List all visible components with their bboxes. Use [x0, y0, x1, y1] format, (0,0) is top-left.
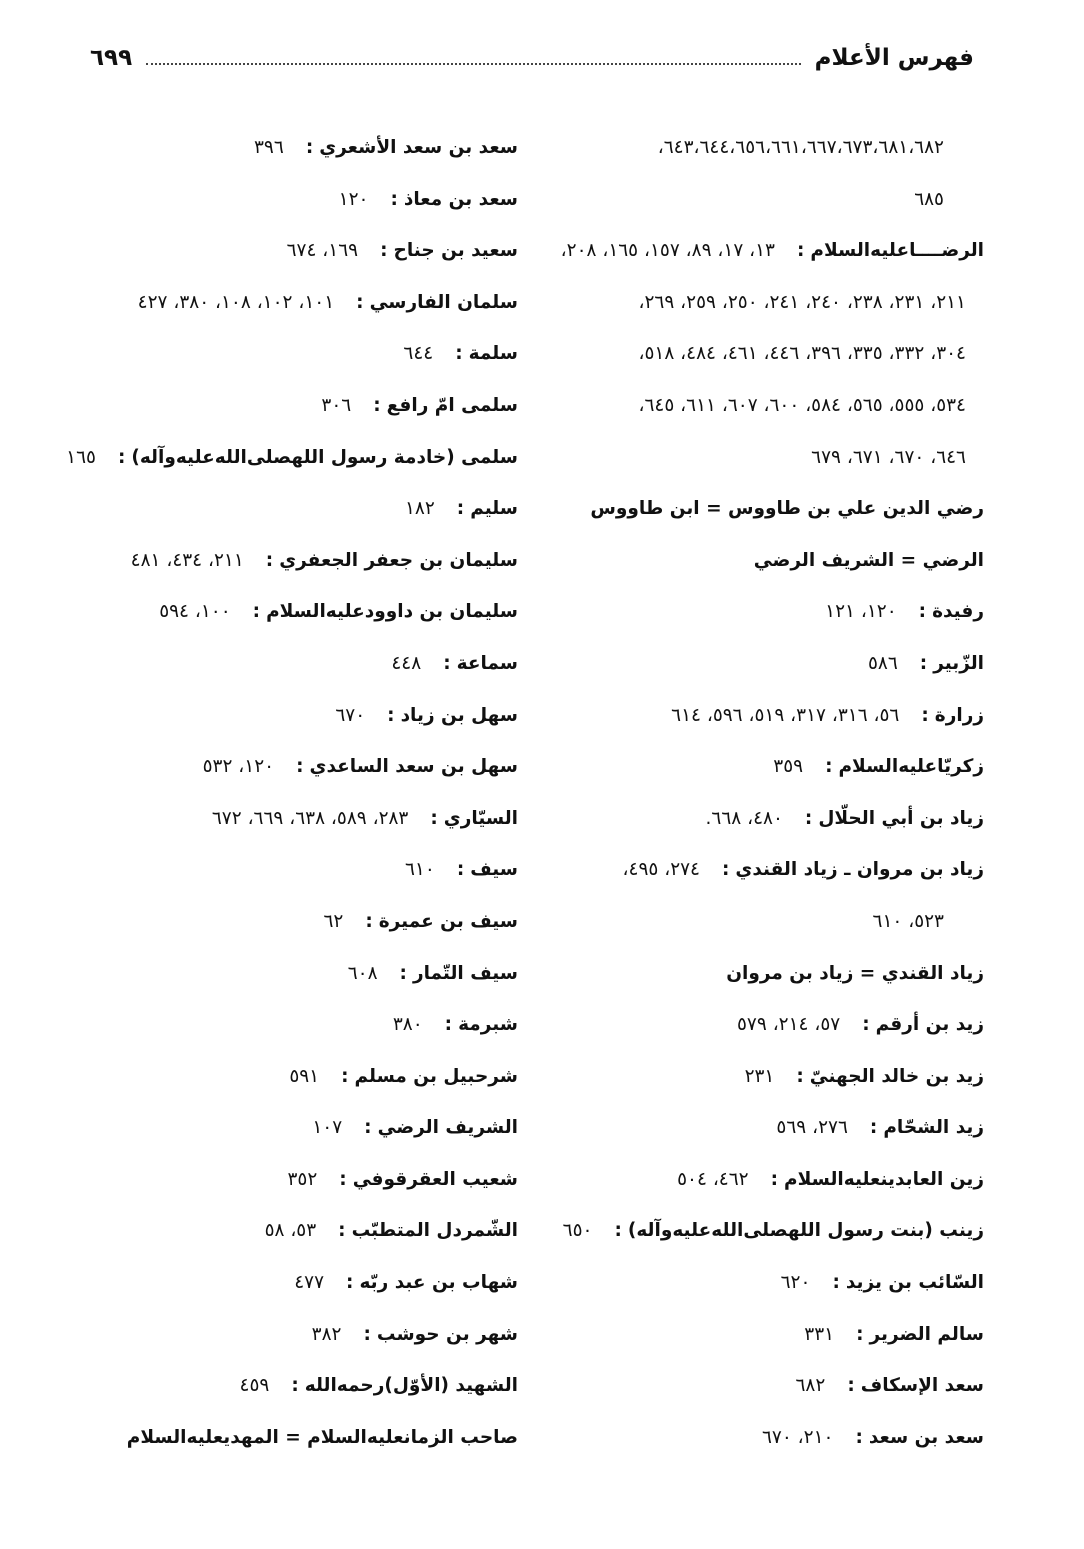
- index-entry: [78, 1309, 518, 1361]
- entry-separator: :: [252, 601, 261, 623]
- entry-name: شبرمة: [458, 1014, 518, 1036]
- entry-separator: :: [770, 1168, 779, 1190]
- entry-name: سلمان الفارسي: [369, 291, 518, 313]
- entry-page-refs: ٢٨٣، ٥٨٩، ٦٣٨، ٦٦٩، ٦٧٢: [211, 807, 409, 829]
- index-entry: [78, 122, 518, 174]
- entry-name: زياد بن مروان ـ زياد القندي: [735, 859, 984, 881]
- entry-page-refs: ٣٥٩: [773, 756, 804, 778]
- entry-separator: :: [456, 859, 465, 881]
- index-column-right: [554, 122, 984, 1463]
- entry-separator: :: [365, 910, 373, 932]
- index-entry: [78, 535, 518, 587]
- entry-name: الشهيد (الأوّل)رحمه‌الله: [304, 1375, 518, 1397]
- entry-separator: :: [387, 704, 395, 726]
- entry-page-refs: ٦١٠: [405, 859, 435, 881]
- entry-separator: :: [797, 240, 805, 262]
- index-entry: [78, 844, 518, 896]
- index-entry: [554, 586, 984, 638]
- index-entry: [78, 225, 518, 277]
- index-entry: [554, 1360, 984, 1412]
- index-entry: [78, 1102, 518, 1154]
- entry-name: زينب (بنت رسول اللهصلى‌الله‌عليه‌وآله): [627, 1220, 984, 1242]
- entry-separator: :: [856, 1323, 864, 1345]
- index-entry: [78, 741, 518, 793]
- index-continuation-line: ٦٤٦، ٦٧٠، ٦٧١، ٦٧٩: [811, 446, 966, 468]
- entry-name: سيف: [470, 859, 518, 881]
- entry-name: شهر بن حوشب: [376, 1323, 518, 1345]
- entry-separator: :: [919, 652, 928, 674]
- entry-name: سيف بن عميرة: [378, 910, 518, 932]
- entry-page-refs: ٤٥٩: [239, 1375, 270, 1397]
- entry-separator: :: [363, 1323, 371, 1345]
- entry-name: سعد بن سعد: [868, 1426, 984, 1448]
- index-entry: [78, 1051, 518, 1103]
- entry-separator: :: [364, 1117, 372, 1139]
- index-entry: [554, 1102, 984, 1154]
- entry-separator: :: [373, 394, 381, 416]
- entry-name: سليمان بن داوودعليه‌السلام: [266, 601, 518, 623]
- entry-separator: :: [722, 859, 730, 881]
- index-entry: [78, 948, 518, 1000]
- index-entry: [78, 1154, 518, 1206]
- index-entry: [78, 1412, 518, 1464]
- entry-page-refs: ٦٢٠: [780, 1272, 811, 1294]
- entry-page-refs: ١٢٠: [338, 188, 369, 210]
- index-entry: [78, 1360, 518, 1412]
- index-entry: [78, 174, 518, 226]
- entry-separator: :: [339, 1168, 347, 1190]
- entry-name: سلمى امّ رافع: [386, 394, 518, 416]
- entry-separator: :: [855, 1426, 863, 1448]
- entry-name: سليم: [470, 498, 518, 520]
- index-entry: [554, 844, 984, 896]
- index-continuation-line: ٣٠٤، ٣٣٢، ٣٣٥، ٣٩٦، ٤٤٦، ٤٦١، ٤٨٤، ٥١٨،: [638, 343, 966, 365]
- entry-page-refs: ٥٣، ٥٨: [264, 1220, 317, 1242]
- entry-separator: :: [918, 601, 927, 623]
- entry-page-refs: ٥٨٦: [867, 652, 898, 674]
- entry-page-refs: ١٣، ١٧، ٨٩، ١٥٧، ١٦٥، ٢٠٨،: [560, 240, 775, 262]
- index-entry: [66, 432, 518, 484]
- index-entry: [554, 948, 984, 1000]
- page-number: ٦٩٩: [90, 45, 133, 71]
- entry-separator: :: [338, 1220, 346, 1242]
- entry-page-refs: ٢١٠، ٦٧٠: [761, 1426, 834, 1448]
- index-entry: [554, 690, 984, 742]
- entry-page-refs: ٤٧٧: [294, 1272, 325, 1294]
- index-entry: [554, 793, 984, 845]
- entry-page-refs: ٥٧، ٢١٤، ٥٧٩: [737, 1014, 841, 1036]
- index-entry: [78, 483, 518, 535]
- entry-name: رضي الدين علي بن طاووس = ابن طاووس: [590, 498, 984, 520]
- entry-separator: :: [341, 1065, 349, 1087]
- entry-page-refs: ١٠١، ١٠٢، ١٠٨، ٣٨٠، ٤٢٧: [137, 291, 335, 313]
- entry-separator: :: [847, 1375, 855, 1397]
- index-entry: [78, 793, 518, 845]
- entry-separator: :: [443, 652, 451, 674]
- index-continuation-line: ٥٣٤، ٥٥٥، ٥٦٥، ٥٨٤، ٦٠٠، ٦٠٧، ٦١١، ٦٤٥،: [638, 394, 966, 416]
- entry-name: سهل بن سعد الساعدي: [309, 756, 518, 778]
- entry-name: الرضي = الشريف الرضي: [753, 549, 984, 571]
- index-entry: [554, 1309, 984, 1361]
- entry-page-refs: ٦٧٠: [335, 704, 366, 726]
- index-entry: [554, 1205, 984, 1257]
- entry-separator: :: [796, 1065, 804, 1087]
- entry-page-refs: ١٦٩، ٦٧٤: [286, 240, 359, 262]
- entry-separator: :: [296, 756, 304, 778]
- entry-page-refs: ٢١١، ٤٣٤، ٤٨١: [130, 549, 244, 571]
- entry-name: شعيب العقرقوفي: [352, 1168, 518, 1190]
- page-header: [90, 38, 974, 78]
- entry-separator: :: [390, 188, 398, 210]
- dotted-leader: [146, 63, 801, 65]
- entry-page-refs: ٦٢: [323, 910, 344, 932]
- index-entry: [554, 535, 984, 587]
- entry-separator: :: [456, 498, 465, 520]
- entry-separator: :: [614, 1220, 622, 1242]
- index-entry: [78, 586, 518, 638]
- entry-name: زيد الشحّام: [883, 1117, 984, 1139]
- entry-name: الشّمردل المتطبّب: [351, 1220, 518, 1242]
- index-entry: [78, 999, 518, 1051]
- entry-page-refs: ١٢٠، ١٢١: [825, 601, 897, 623]
- entry-separator: :: [832, 1272, 840, 1294]
- entry-page-refs: ٢٧٦، ٥٦٩: [776, 1117, 848, 1139]
- index-entry: [78, 328, 518, 380]
- entry-page-refs: ٦٤٤: [403, 343, 434, 365]
- entry-separator: :: [455, 343, 463, 365]
- entry-name: زيد بن أرقم: [875, 1014, 984, 1036]
- entry-separator: :: [265, 549, 274, 571]
- index-column-left: [66, 122, 518, 1463]
- entry-page-refs: ١٢٠، ٥٣٢: [202, 756, 275, 778]
- entry-name: الشريف الرضي: [377, 1117, 518, 1139]
- entry-separator: :: [305, 137, 314, 158]
- entry-page-refs: ١٦٥: [66, 446, 96, 468]
- entry-name: زيد بن خالد الجهنيّ: [809, 1065, 984, 1087]
- entry-page-refs: ٦٨٢: [795, 1375, 826, 1397]
- entry-name: زياد بن أبي الحلّال: [818, 807, 984, 829]
- index-entry: [554, 483, 984, 535]
- entry-page-refs: ٥٩١: [289, 1065, 320, 1087]
- entry-name: سليمان بن جعفر الجعفري: [279, 549, 518, 571]
- entry-page-refs: ٣٩٦: [254, 137, 284, 158]
- entry-separator: :: [869, 1117, 878, 1139]
- entry-name: سالم الضرير: [869, 1323, 984, 1345]
- entry-separator: :: [444, 1014, 453, 1036]
- index-entry: [554, 1051, 984, 1103]
- index-continuation-line: ٦٤٣،٦٤٤،٦٥٦،٦٦١،٦٦٧،٦٧٣،٦٨١،٦٨٢،: [657, 137, 944, 158]
- index-entry: [554, 741, 984, 793]
- entry-name: سلمى (خادمة رسول اللهصلى‌الله‌عليه‌وآله): [131, 446, 518, 468]
- entry-separator: :: [825, 756, 833, 778]
- index-entry: [78, 896, 518, 948]
- index-entry: [78, 380, 518, 432]
- entry-page-refs: ٤٨٠، ٦٦٨.: [705, 807, 783, 829]
- entry-name: زرارة: [934, 704, 984, 726]
- entry-page-refs: ٥٦، ٣١٦، ٣١٧، ٥١٩، ٥٩٦، ٦١٤: [671, 704, 900, 726]
- index-entry: [554, 1257, 984, 1309]
- entry-page-refs: ١٨٢: [404, 498, 435, 520]
- index-entry: [78, 638, 518, 690]
- entry-name: سهل بن زياد: [400, 704, 518, 726]
- index-entry: [554, 1412, 984, 1464]
- entry-name: سماعة: [456, 652, 518, 674]
- entry-page-refs: ٤٦٢، ٥٠٤: [677, 1168, 749, 1190]
- entry-name: زكريّاعليه‌السلام: [838, 756, 984, 778]
- index-entry: [554, 999, 984, 1051]
- entry-page-refs: ٣٨٢: [311, 1323, 342, 1345]
- entry-page-refs: ٢٧٤، ٤٩٥،: [622, 859, 700, 881]
- entry-separator: :: [380, 240, 388, 262]
- entry-separator: :: [346, 1272, 354, 1294]
- entry-name: صاحب الزمانعليه‌السلام = المهديعليه‌السلام: [126, 1426, 518, 1448]
- entry-name: سعد بن معاذ: [403, 188, 518, 210]
- index-entry: [78, 277, 518, 329]
- entry-name: زين العابدينعليه‌السلام: [784, 1168, 984, 1190]
- index-entry: [78, 690, 518, 742]
- entry-name: سيف التّمار: [412, 962, 518, 984]
- index-entry: [554, 225, 984, 277]
- entry-page-refs: ١٠٧: [312, 1117, 343, 1139]
- entry-separator: :: [862, 1014, 870, 1036]
- index-entry: [78, 1257, 518, 1309]
- entry-page-refs: ٦٠٨: [347, 962, 378, 984]
- entry-page-refs: ١٠٠، ٥٩٤: [159, 601, 231, 623]
- running-title: فهرس الأعلام: [814, 45, 974, 71]
- entry-separator: :: [399, 962, 407, 984]
- entry-name: رفيدة: [932, 601, 984, 623]
- entry-page-refs: ٦٥٠: [562, 1220, 593, 1242]
- index-continuation-line: ٢١١، ٢٣١، ٢٣٨، ٢٤٠، ٢٤١، ٢٥٠، ٢٥٩، ٢٦٩،: [638, 291, 966, 313]
- entry-page-refs: ٢٣١: [744, 1065, 775, 1087]
- entry-page-refs: ٣٨٠: [392, 1014, 423, 1036]
- entry-name: شرحبيل بن مسلم: [354, 1065, 518, 1087]
- entry-name: سعد بن سعد الأشعري: [319, 137, 518, 158]
- entry-separator: :: [291, 1375, 299, 1397]
- entry-name: الزّبير: [933, 652, 984, 674]
- index-entry: [554, 638, 984, 690]
- entry-name: سعد الإسكاف: [860, 1375, 984, 1397]
- entry-name: شهاب بن عبد ربّه: [359, 1272, 518, 1294]
- entry-separator: :: [117, 446, 126, 468]
- entry-name: زياد القندي = زياد بن مروان: [726, 962, 984, 984]
- entry-page-refs: ٣٠٦: [321, 394, 352, 416]
- entry-separator: :: [804, 807, 813, 829]
- entry-separator: :: [921, 704, 929, 726]
- entry-name: السيّاري: [443, 807, 518, 829]
- entry-name: السّائب بن يزيد: [845, 1272, 984, 1294]
- index-entry: [78, 1205, 518, 1257]
- index-continuation-line: ٦٨٥: [914, 188, 944, 210]
- entry-name: سلمة: [468, 343, 518, 365]
- entry-page-refs: ٤٤٨: [391, 652, 422, 674]
- entry-page-refs: ٣٥٢: [287, 1168, 318, 1190]
- entry-separator: :: [430, 807, 438, 829]
- entry-separator: :: [356, 291, 364, 313]
- entry-name: الرضــــاعليه‌السلام: [810, 240, 984, 262]
- entry-name: سعيد بن جناح: [393, 240, 518, 262]
- entry-page-refs: ٣٣١: [804, 1323, 835, 1345]
- index-continuation-line: ٥٢٣، ٦١٠: [872, 910, 944, 932]
- index-entry: [554, 1154, 984, 1206]
